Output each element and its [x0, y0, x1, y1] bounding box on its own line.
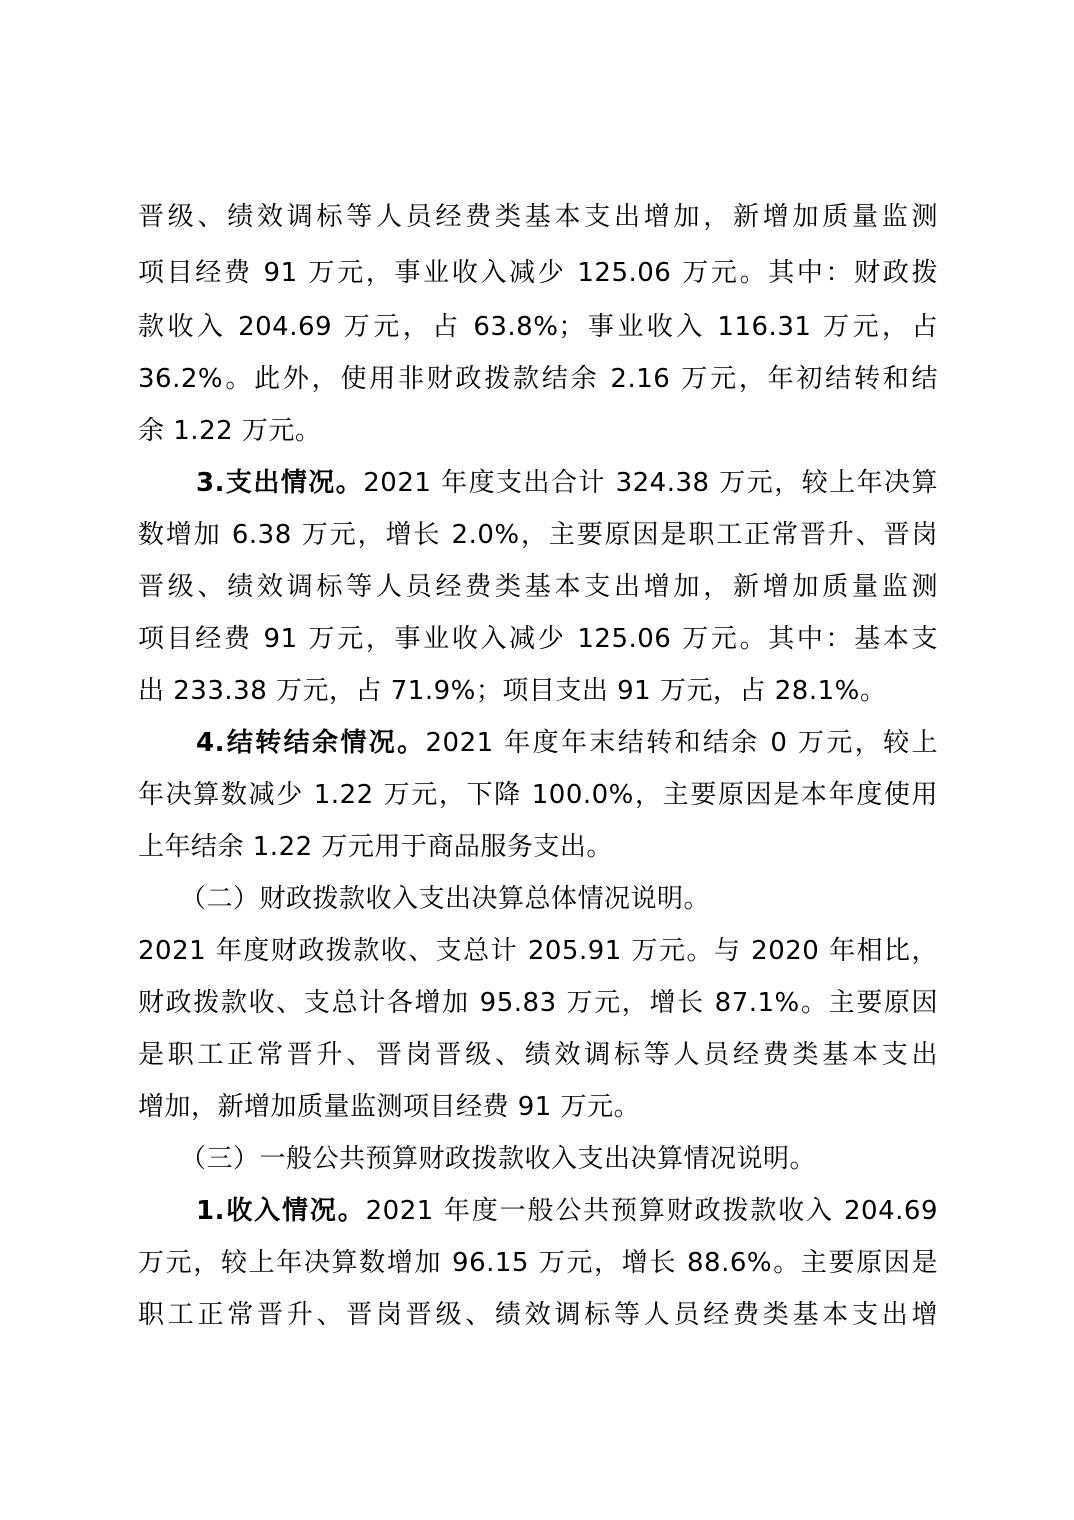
paragraph-expenditure — [196, 466, 938, 500]
text-line: 上年结余 1.22 万元用于商品服务支出。 — [138, 832, 613, 862]
text-line: 2021 年度财政拨款收、支总计 205.91 万元。与 2020 年相比， — [138, 936, 938, 966]
text-line: 数增加 6.38 万元，增长 2.0%，主要原因是职工正常晋升、晋岗 — [138, 520, 938, 550]
paragraph-carryover — [196, 726, 938, 760]
text-line: 出 233.38 万元，占 71.9%；项目支出 91 万元，占 28.1%。 — [138, 676, 887, 706]
text-line: 余 1.22 万元。 — [138, 416, 322, 446]
section-lead: 4.结转结余情况。 — [196, 728, 426, 758]
text-line: 36.2%。此外，使用非财政拨款结余 2.16 万元，年初结转和结 — [138, 364, 938, 394]
text-run: 2021 年度一般公共预算财政拨款收入 204.69 — [365, 1196, 938, 1226]
text-line: 年决算数减少 1.22 万元，下降 100.0%，主要原因是本年度使用 — [138, 780, 938, 810]
text-line: 晋级、绩效调标等人员经费类基本支出增加，新增加质量监测 — [138, 572, 938, 602]
text-line: 项目经费 91 万元，事业收入减少 125.06 万元。其中：基本支 — [138, 624, 938, 654]
text-line: 万元，较上年决算数增加 96.15 万元，增长 88.6%。主要原因是 — [138, 1248, 938, 1278]
text-line: 财政拨款收、支总计各增加 95.83 万元，增长 87.1%。主要原因 — [138, 988, 938, 1018]
text-line: 款收入 204.69 万元，占 63.8%；事业收入 116.31 万元，占 — [138, 312, 938, 342]
text-run: 2021 年度年末结转和结余 0 万元，较上 — [425, 728, 938, 758]
section-heading: （二）财政拨款收入支出决算总体情况说明。 — [180, 884, 711, 914]
paragraph-income — [196, 1194, 938, 1228]
section-heading: （三）一般公共预算财政拨款收入支出决算情况说明。 — [180, 1144, 817, 1174]
section-lead: 3.支出情况。 — [196, 468, 364, 498]
text-line: 增加，新增加质量监测项目经费 91 万元。 — [138, 1092, 641, 1122]
section-lead: 1.收入情况。 — [196, 1196, 366, 1226]
text-run: 2021 年度支出合计 324.38 万元，较上年决算 — [363, 468, 938, 498]
text-line: 职工正常晋升、晋岗晋级、绩效调标等人员经费类基本支出增 — [138, 1300, 938, 1330]
text-line: 是职工正常晋升、晋岗晋级、绩效调标等人员经费类基本支出 — [138, 1040, 938, 1070]
text-line: 项目经费 91 万元，事业收入减少 125.06 万元。其中：财政拨 — [138, 258, 938, 288]
text-line: 晋级、绩效调标等人员经费类基本支出增加，新增加质量监测 — [138, 202, 938, 232]
